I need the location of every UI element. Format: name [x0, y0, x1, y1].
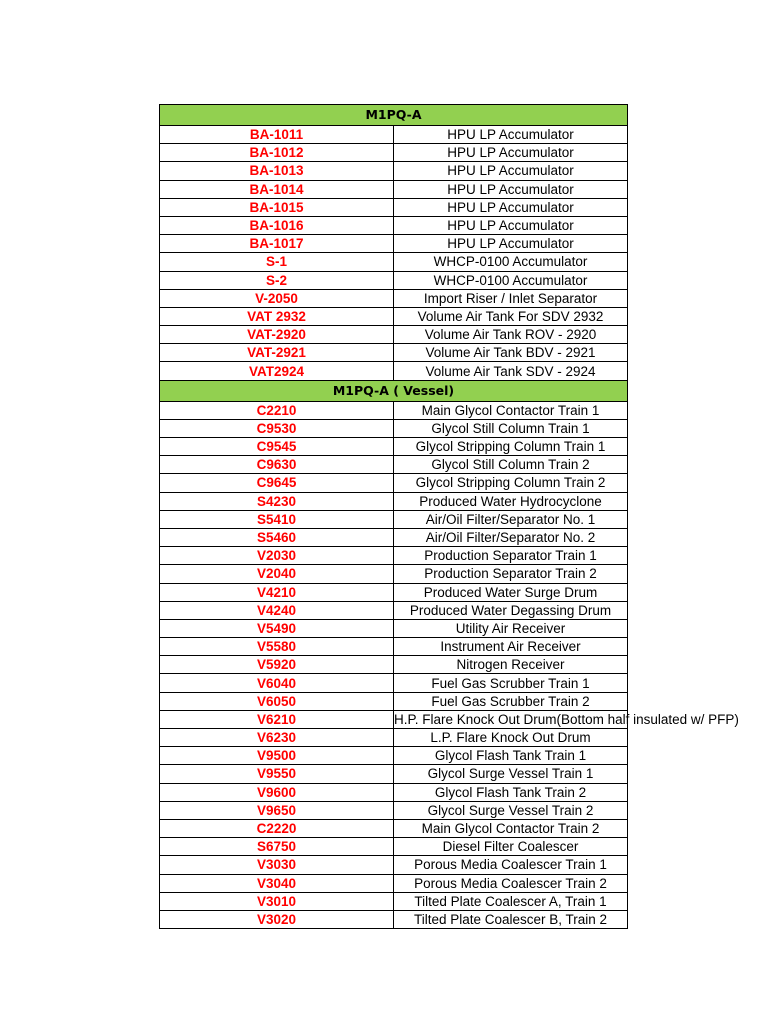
equipment-description: Volume Air Tank ROV - 2920 [394, 326, 628, 344]
equipment-description: Produced Water Hydrocyclone [394, 492, 628, 510]
equipment-description: HPU LP Accumulator [394, 126, 628, 144]
table-row [160, 307, 628, 325]
table-row [160, 180, 628, 198]
equipment-description: L.P. Flare Knock Out Drum [394, 729, 628, 747]
equipment-tag: BA-1013 [160, 162, 394, 180]
equipment-description: Diesel Filter Coalescer [394, 838, 628, 856]
equipment-description: HPU LP Accumulator [394, 216, 628, 234]
equipment-tag: V3040 [160, 874, 394, 892]
equipment-tag: S5460 [160, 528, 394, 546]
table-row [160, 910, 628, 928]
equipment-description: Glycol Flash Tank Train 1 [394, 747, 628, 765]
equipment-tag: V9650 [160, 801, 394, 819]
equipment-description: Instrument Air Receiver [394, 638, 628, 656]
equipment-description: Main Glycol Contactor Train 1 [394, 401, 628, 419]
table-row [160, 638, 628, 656]
equipment-tag: V5920 [160, 656, 394, 674]
equipment-tag: S5410 [160, 510, 394, 528]
equipment-description: Air/Oil Filter/Separator No. 2 [394, 528, 628, 546]
equipment-description: Main Glycol Contactor Train 2 [394, 819, 628, 837]
table-row [160, 729, 628, 747]
equipment-tag: VAT 2932 [160, 307, 394, 325]
equipment-description: Glycol Stripping Column Train 2 [394, 474, 628, 492]
table-row [160, 198, 628, 216]
equipment-description: WHCP-0100 Accumulator [394, 271, 628, 289]
equipment-tag: C2210 [160, 401, 394, 419]
table-row [160, 401, 628, 419]
table-row [160, 874, 628, 892]
table-row [160, 692, 628, 710]
equipment-description: Glycol Still Column Train 2 [394, 456, 628, 474]
equipment-tag: V2030 [160, 547, 394, 565]
table-row [160, 474, 628, 492]
table-row [160, 126, 628, 144]
equipment-tag: C9630 [160, 456, 394, 474]
table-row [160, 710, 628, 728]
table-row [160, 747, 628, 765]
table-row [160, 856, 628, 874]
equipment-description: Utility Air Receiver [394, 619, 628, 637]
table-row [160, 271, 628, 289]
equipment-description: HPU LP Accumulator [394, 162, 628, 180]
equipment-table-body [160, 105, 739, 929]
equipment-tag: BA-1016 [160, 216, 394, 234]
equipment-description: Import Riser / Inlet Separator [394, 289, 628, 307]
equipment-tag: V6040 [160, 674, 394, 692]
equipment-tag: V9600 [160, 783, 394, 801]
equipment-description: Air/Oil Filter/Separator No. 1 [394, 510, 628, 528]
table-row [160, 547, 628, 565]
equipment-description: Glycol Still Column Train 1 [394, 419, 628, 437]
section-header-row [160, 380, 628, 401]
table-row [160, 253, 628, 271]
table-row [160, 492, 628, 510]
equipment-tag: S-1 [160, 253, 394, 271]
table-row [160, 344, 628, 362]
equipment-tag: V3030 [160, 856, 394, 874]
table-row [160, 528, 628, 546]
table-row [160, 289, 628, 307]
equipment-tag: VAT-2920 [160, 326, 394, 344]
equipment-tag: V3010 [160, 892, 394, 910]
section-title: M1PQ-A ( Vessel) [160, 380, 628, 401]
equipment-description: HPU LP Accumulator [394, 235, 628, 253]
table-row [160, 565, 628, 583]
table-row [160, 838, 628, 856]
equipment-tag: BA-1014 [160, 180, 394, 198]
equipment-tag: BA-1015 [160, 198, 394, 216]
equipment-tag: BA-1011 [160, 126, 394, 144]
table-row [160, 801, 628, 819]
equipment-description: Tilted Plate Coalescer A, Train 1 [394, 892, 628, 910]
table-row [160, 601, 628, 619]
equipment-description: Glycol Flash Tank Train 2 [394, 783, 628, 801]
table-row [160, 144, 628, 162]
equipment-description: Fuel Gas Scrubber Train 2 [394, 692, 628, 710]
table-row [160, 438, 628, 456]
table-row [160, 510, 628, 528]
equipment-tag: V-2050 [160, 289, 394, 307]
table-row [160, 362, 628, 380]
table-row [160, 216, 628, 234]
equipment-tag: V6050 [160, 692, 394, 710]
equipment-description: Porous Media Coalescer Train 1 [394, 856, 628, 874]
equipment-tag: V9550 [160, 765, 394, 783]
table-row [160, 456, 628, 474]
equipment-tag: S6750 [160, 838, 394, 856]
table-row [160, 619, 628, 637]
table-row [160, 892, 628, 910]
equipment-description: Nitrogen Receiver [394, 656, 628, 674]
equipment-tag: V4210 [160, 583, 394, 601]
equipment-tag: V6230 [160, 729, 394, 747]
equipment-description: Production Separator Train 2 [394, 565, 628, 583]
table-row [160, 326, 628, 344]
equipment-description: H.P. Flare Knock Out Drum(Bottom half insulated w/ PFP) [394, 711, 739, 727]
equipment-description: Porous Media Coalescer Train 2 [394, 874, 628, 892]
equipment-tag: VAT2924 [160, 362, 394, 380]
table-row [160, 419, 628, 437]
table-row [160, 783, 628, 801]
section-title: M1PQ-A [160, 105, 628, 126]
table-row [160, 674, 628, 692]
equipment-tag: V9500 [160, 747, 394, 765]
equipment-description: Production Separator Train 1 [394, 547, 628, 565]
table-row [160, 583, 628, 601]
equipment-tag: V5580 [160, 638, 394, 656]
equipment-description: Produced Water Surge Drum [394, 583, 628, 601]
equipment-tag: V4240 [160, 601, 394, 619]
equipment-description: Tilted Plate Coalescer B, Train 2 [394, 910, 628, 928]
equipment-tag: C9545 [160, 438, 394, 456]
table-row [160, 765, 628, 783]
equipment-tag: V5490 [160, 619, 394, 637]
equipment-description: Volume Air Tank For SDV 2932 [394, 307, 628, 325]
equipment-tag: BA-1017 [160, 235, 394, 253]
equipment-tag: V2040 [160, 565, 394, 583]
equipment-description: Volume Air Tank BDV - 2921 [394, 344, 628, 362]
equipment-description: HPU LP Accumulator [394, 144, 628, 162]
equipment-description: Produced Water Degassing Drum [394, 601, 628, 619]
table-row [160, 656, 628, 674]
equipment-description: HPU LP Accumulator [394, 180, 628, 198]
equipment-description: Fuel Gas Scrubber Train 1 [394, 674, 628, 692]
equipment-table [159, 104, 739, 929]
equipment-tag: S4230 [160, 492, 394, 510]
section-header-row [160, 105, 628, 126]
table-row [160, 235, 628, 253]
table-row [160, 162, 628, 180]
equipment-description: Glycol Surge Vessel Train 1 [394, 765, 628, 783]
equipment-description: WHCP-0100 Accumulator [394, 253, 628, 271]
equipment-tag: V6210 [160, 710, 394, 728]
equipment-tag: C9645 [160, 474, 394, 492]
equipment-description: Glycol Stripping Column Train 1 [394, 438, 628, 456]
equipment-tag: S-2 [160, 271, 394, 289]
equipment-tag: V3020 [160, 910, 394, 928]
table-row [160, 819, 628, 837]
equipment-tag: C9530 [160, 419, 394, 437]
equipment-description: Glycol Surge Vessel Train 2 [394, 801, 628, 819]
equipment-tag: BA-1012 [160, 144, 394, 162]
equipment-tag: VAT-2921 [160, 344, 394, 362]
equipment-description: Volume Air Tank SDV - 2924 [394, 362, 628, 380]
equipment-tag: C2220 [160, 819, 394, 837]
equipment-description: HPU LP Accumulator [394, 198, 628, 216]
